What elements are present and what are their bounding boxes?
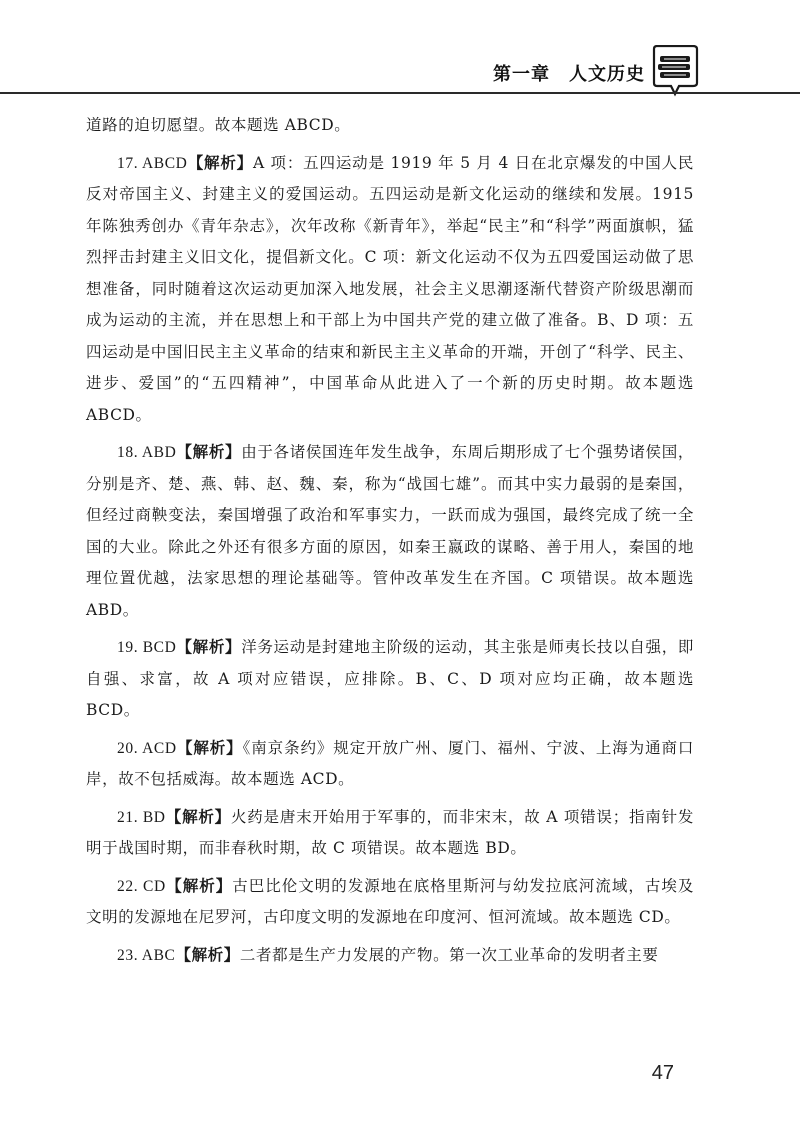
analysis-tag: 【解析】 <box>176 638 242 656</box>
analysis-text: 《南京条约》规定开放广州、厦门、福州、宁波、上海为通商口岸，故不包括威海。故本题选 ACD。 <box>86 738 694 788</box>
answer-label: 21. BD <box>117 808 166 826</box>
answer-label: 23. ABC <box>117 946 176 964</box>
analysis-text: A 项：五四运动是 1919 年 5 月 4 日在北京爆发的中国人民反对帝国主义、封建主义的爱国运动。五四运动是新文化运动的继续和发展。1915 年陈独秀创办《青年杂志》，次年改称《新青年》，举起“民主”和“科学”两面旗帜，猛烈抨击封建主义旧文化，提倡新文化。C 项：新文化运动不仅为五四爱国运动做了思想准备，同时随着这次运动更加深入地发展，社会主义思潮逐渐代替资产阶级思潮而成为运动的主流，并在思想上和干部上为中国共产党的建立做了准备。B、D 项：五四运动是中国旧民主主义革命的结束和新民主主义革命的开端，开创了“科学、民主、进步、爱国”的“五四精神”，中国革命从此进入了一个新的历史时期。故本题选 ABCD。 <box>86 153 694 424</box>
answer-entry-18 <box>86 437 694 626</box>
page-number: 47 <box>651 1062 674 1084</box>
answer-entry-22 <box>86 871 694 934</box>
continuation-paragraph: 道路的迫切愿望。故本题选 ABCD。 <box>86 116 351 134</box>
book-stack-icon <box>651 45 699 97</box>
chapter-title: 第一章 人文历史 <box>493 64 645 85</box>
analysis-tag: 【解析】 <box>165 807 231 826</box>
answer-entry-19 <box>86 632 694 727</box>
answer-entry-23 <box>86 940 694 972</box>
answer-label: 18. ABD <box>117 444 177 461</box>
analysis-tag: 【解析】 <box>176 443 242 461</box>
analysis-text: 古巴比伦文明的发源地在底格里斯河与幼发拉底河流域，古埃及文明的发源地在尼罗河，古印度文明的发源地在印度河、恒河流域。故本题选 CD。 <box>86 876 694 926</box>
analysis-tag: 【解析】 <box>175 945 240 964</box>
page-header <box>0 0 800 100</box>
analysis-tag: 【解析】 <box>176 738 243 757</box>
header-rule <box>0 92 800 94</box>
answer-label: 20. ACD <box>117 739 177 757</box>
answer-label: 22. CD <box>117 877 166 895</box>
analysis-tag: 【解析】 <box>165 876 233 895</box>
analysis-text: 洋务运动是封建地主阶级的运动，其主张是师夷长技以自强，即自强、求富，故 A 项对应错误，应排除。B、C、D 项对应均正确，故本题选 BCD。 <box>86 638 694 719</box>
answer-entry-17 <box>86 148 694 432</box>
answer-label: 17. ABCD <box>117 154 188 172</box>
analysis-text: 由于各诸侯国连年发生战争，东周后期形成了七个强势诸侯国，分别是齐、楚、燕、韩、赵、魏、秦，称为“战国七雄”。而其中实力最弱的是秦国，但经过商鞅变法，秦国增强了政治和军事实力，一跃而成为强国，最终完成了统一全国的大业。除此之外还有很多方面的原因，如秦王嬴政的谋略、善于用人，秦国的地理位置优越，法家思想的理论基础等。管仲改革发生在齐国。C 项错误。故本题选 ABD。 <box>86 443 694 619</box>
answer-entry-20 <box>86 733 694 796</box>
analysis-text: 火药是唐末开始用于军事的，而非宋末，故 A 项错误；指南针发明于战国时期，而非春秋时期，故 C 项错误。故本题选 BD。 <box>86 807 694 857</box>
analysis-tag: 【解析】 <box>187 153 253 172</box>
page-body <box>86 110 694 977</box>
analysis-text: 二者都是生产力发展的产物。第一次工业革命的发明者主要 <box>239 945 659 964</box>
answer-label: 19. BCD <box>117 639 177 656</box>
answer-entry-21 <box>86 802 694 865</box>
